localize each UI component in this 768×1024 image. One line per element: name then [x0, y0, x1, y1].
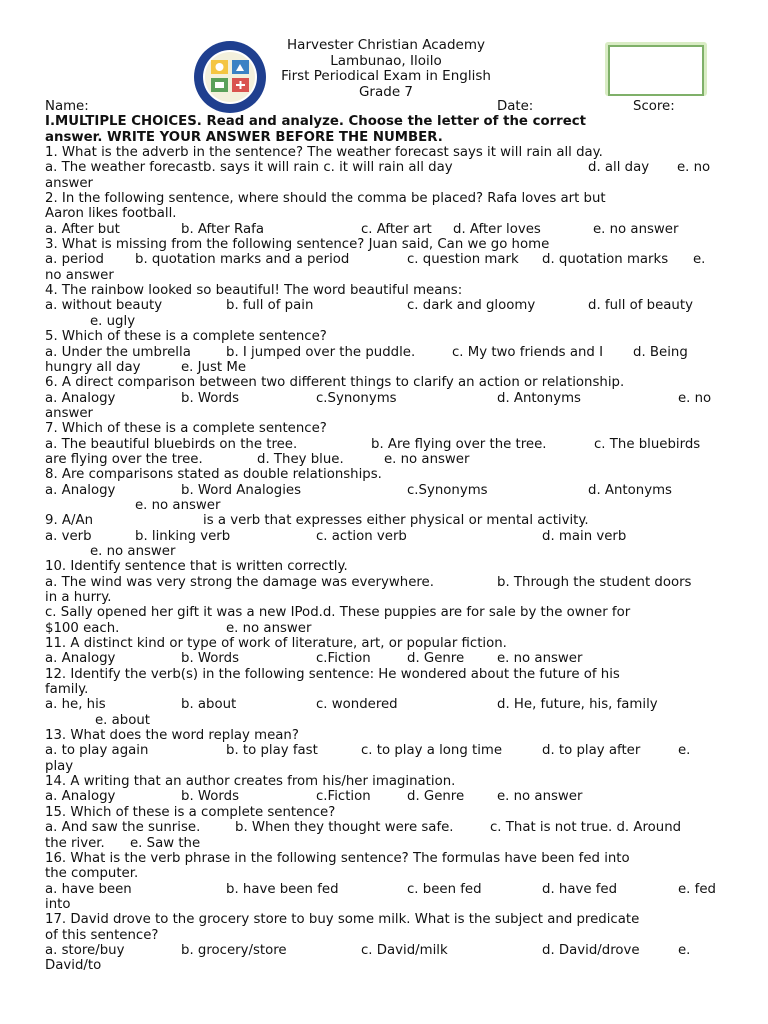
exam-line-text: a. After but [45, 221, 120, 237]
instructions-text-1: I.MULTIPLE CHOICES. Read and analyze. Choose the letter of the correct [45, 114, 586, 130]
exam-line-text: e. [693, 252, 706, 268]
exam-line-text: e. no [678, 390, 712, 406]
exam-line-text: c.Fiction [316, 651, 371, 667]
exam-line-text: a. to play again [45, 743, 149, 759]
exam-line-text: d. to play after [542, 743, 641, 759]
exam-line [45, 421, 725, 436]
exam-line [45, 958, 725, 973]
exam-line [45, 160, 725, 175]
exam-line [45, 375, 725, 390]
exam-body [45, 99, 725, 974]
exam-line-text: e. fed [678, 881, 716, 897]
exam-line [45, 651, 725, 666]
question-list [45, 145, 725, 974]
exam-line [45, 575, 725, 590]
exam-line-text: 2. In the following sentence, where should the comma be placed? Rafa loves art but [45, 191, 606, 207]
exam-line [45, 437, 725, 452]
instructions-line-2 [45, 130, 725, 145]
exam-line-text: d. main verb [542, 528, 627, 544]
exam-line-text: b. Word Analogies [181, 482, 302, 498]
exam-line [45, 928, 725, 943]
exam-line-text: d. Genre [407, 789, 465, 805]
exam-line-text: 4. The rainbow looked so beautiful! The word beautiful means: [45, 283, 463, 299]
school-location: Lambunao, Iloilo [330, 52, 442, 69]
exam-line-text: e. [678, 743, 691, 759]
exam-line-text: a. And saw the sunrise. [45, 820, 201, 836]
exam-line-text: b. full of pain [226, 298, 314, 314]
exam-line-text: c. dark and gloomy [407, 298, 536, 314]
exam-line [45, 912, 725, 927]
exam-line-text: the river. [45, 835, 105, 851]
exam-line-text: e. no answer [497, 651, 583, 667]
exam-line-text: d. After loves [453, 221, 541, 237]
exam-line-text: answer [45, 175, 94, 191]
exam-line [45, 329, 725, 344]
exam-line-text: b. Words [181, 651, 239, 667]
exam-line-text: c. After art [361, 221, 432, 237]
instructions-line-1 [45, 114, 725, 129]
exam-line-text: 13. What does the word replay mean? [45, 728, 299, 744]
exam-line [45, 191, 725, 206]
exam-line [45, 789, 725, 804]
exam-line [45, 774, 725, 789]
exam-line-text: b. Through the student doors [497, 574, 692, 590]
exam-line-text: family. [45, 682, 89, 698]
exam-line [45, 667, 725, 682]
exam-line-text: b. When they thought were safe. [235, 820, 454, 836]
school-name: Harvester Christian Academy [287, 37, 485, 53]
exam-line-text: 17. David drove to the grocery store to buy some milk. What is the subject and predicate [45, 912, 640, 928]
exam-line-text: a. period [45, 252, 104, 268]
exam-line [45, 176, 725, 191]
exam-line-text: d. Antonyms [588, 482, 672, 498]
exam-line [45, 728, 725, 743]
exam-line-text: play [45, 758, 74, 774]
exam-line-text: 15. Which of these is a complete sentence? [45, 804, 336, 820]
exam-line-text: e. no answer [384, 451, 470, 467]
exam-line-text: d. Genre [407, 651, 465, 667]
exam-line-text: b. to play fast [226, 743, 318, 759]
exam-line-text: a. he, his [45, 697, 106, 713]
exam-line-text: 5. Which of these is a complete sentence? [45, 329, 327, 345]
exam-header [0, 38, 768, 100]
exam-line-text: e. ugly [90, 313, 136, 329]
exam-line-text: d. full of beauty [588, 298, 693, 314]
exam-line-text: 11. A distinct kind or type of work of literature, art, or popular fiction. [45, 636, 507, 652]
exam-line-text: a. The weather forecastb. says it will rain c. it will rain all day [45, 160, 453, 176]
exam-line-text: d. all day [588, 160, 650, 176]
exam-line-text: b. about [181, 697, 237, 713]
exam-line [45, 483, 725, 498]
exam-line-text: c. question mark [407, 252, 519, 268]
exam-line-text: e. no answer [593, 221, 679, 237]
exam-line-text: of this sentence? [45, 927, 159, 943]
exam-line [45, 851, 725, 866]
exam-line-text: 1. What is the adverb in the sentence? The weather forecast says it will rain all day. [45, 145, 603, 161]
exam-line [45, 882, 725, 897]
exam-line-text: in a hurry. [45, 590, 112, 605]
exam-line [45, 605, 725, 620]
exam-line [45, 621, 725, 636]
exam-line [45, 820, 725, 835]
exam-line [45, 391, 725, 406]
exam-line [45, 513, 725, 528]
exam-line-text: c. action verb [316, 528, 407, 544]
exam-title: First Periodical Exam in English [281, 68, 491, 84]
exam-line-text: e. no [677, 160, 711, 176]
exam-line-text: 16. What is the verb phrase in the following sentence? The formulas have been fed into [45, 850, 630, 866]
exam-line-text: David/to [45, 958, 102, 974]
exam-line-text: a. verb [45, 528, 92, 544]
exam-line [45, 452, 725, 467]
exam-line [45, 345, 725, 360]
exam-line-text: hungry all day [45, 359, 141, 375]
exam-line [45, 298, 725, 313]
exam-line [45, 268, 725, 283]
student-info-row [45, 99, 725, 114]
exam-line-text: 7. Which of these is a complete sentence? [45, 421, 327, 437]
exam-line-text: 3. What is missing from the following sentence? Juan said, Can we go home [45, 237, 550, 253]
exam-line-text: b. Are flying over the tree. [371, 436, 547, 452]
exam-line-text: c. wondered [316, 697, 398, 713]
score-box [605, 42, 707, 96]
exam-line [45, 836, 725, 851]
exam-line-text: a. Analogy [45, 789, 116, 805]
exam-line [45, 406, 725, 421]
exam-line-text: c.Synonyms [316, 390, 397, 406]
exam-line-text: b. have been fed [226, 881, 339, 897]
exam-line-text: d. They blue. [257, 451, 344, 467]
exam-line-text: a. Analogy [45, 482, 116, 498]
exam-line [45, 237, 725, 252]
exam-line [45, 636, 725, 651]
exam-line [45, 682, 725, 697]
exam-line [45, 743, 725, 758]
exam-line-text: d. quotation marks [542, 252, 669, 268]
exam-line-text: b. After Rafa [181, 221, 264, 237]
score-box-inner [608, 45, 704, 96]
exam-line-text: no answer [45, 267, 114, 283]
exam-line-text: a. The beautiful bluebirds on the tree. [45, 436, 298, 452]
exam-line [45, 759, 725, 774]
exam-line [45, 206, 725, 221]
name-label: Name: [45, 99, 89, 114]
exam-line-text: 9. A/An [45, 513, 94, 529]
exam-line-text: c. been fed [407, 881, 482, 897]
exam-line-text: c. My two friends and I [452, 344, 603, 360]
exam-line-text: b. linking verb [135, 528, 231, 544]
exam-line-text: d. Antonyms [497, 390, 581, 406]
exam-line-text: d. David/drove [542, 942, 640, 958]
exam-line [45, 897, 725, 912]
exam-line-text: d. He, future, his, family [497, 697, 658, 713]
exam-line [45, 467, 725, 482]
exam-line-text: e. about [95, 712, 150, 728]
exam-line-text: e. Just Me [181, 359, 247, 375]
exam-line-text: c. That is not true. d. Around [490, 820, 682, 836]
exam-line [45, 222, 725, 237]
exam-line-text: c. David/milk [361, 942, 448, 958]
exam-line-text: c.Synonyms [407, 482, 488, 498]
score-label: Score: [633, 99, 675, 114]
exam-line-text: Aaron likes football. [45, 206, 177, 222]
exam-line-text: c. to play a long time [361, 743, 503, 759]
exam-line-text: c.Fiction [316, 789, 371, 805]
exam-line [45, 697, 725, 712]
exam-line-text: 8. Are comparisons stated as double relationships. [45, 467, 382, 483]
exam-line-text: is a verb that expresses either physical or mental activity. [203, 513, 589, 529]
exam-line-text: d. have fed [542, 881, 618, 897]
exam-line-text: e. Saw the [130, 835, 201, 851]
exam-line [45, 252, 725, 267]
exam-line-text: 14. A writing that an author creates from his/her imagination. [45, 774, 456, 790]
exam-line-text: a. The wind was very strong the damage was everywhere. [45, 574, 434, 590]
exam-line-text: into [45, 896, 71, 912]
exam-line-text: c. The bluebirds [594, 436, 701, 452]
exam-line [45, 866, 725, 881]
instructions-text-2: answer. WRITE YOUR ANSWER BEFORE THE NUMBER. [45, 129, 443, 145]
exam-line-text: b. I jumped over the puddle. [226, 344, 416, 360]
exam-line-text: e. no answer [90, 543, 176, 559]
exam-line-text: 6. A direct comparison between two different things to clarify an action or relationship. [45, 375, 625, 391]
exam-line [45, 529, 725, 544]
exam-line-text: b. Words [181, 789, 239, 805]
exam-line-text: c. Sally opened her gift it was a new IPod.d. These puppies are for sale by the owner for [45, 605, 631, 621]
exam-line-text: answer [45, 405, 94, 421]
exam-line-text: b. grocery/store [181, 942, 287, 958]
school-heading [268, 38, 504, 100]
exam-line-text: e. no answer [135, 497, 221, 513]
exam-line [45, 805, 725, 820]
exam-line [45, 559, 725, 574]
exam-line-text: b. quotation marks and a period [135, 252, 350, 268]
exam-line [45, 544, 725, 559]
exam-line [45, 145, 725, 160]
exam-line-text: the computer. [45, 866, 139, 882]
exam-line-text: d. Being [633, 344, 688, 360]
exam-line-text: e. [678, 942, 691, 958]
grade-level: Grade 7 [358, 83, 414, 100]
exam-line-text: 12. Identify the verb(s) in the following sentence: He wondered about the future of his [45, 666, 620, 682]
exam-line-text: e. no answer [226, 620, 312, 636]
exam-line-text: $100 each. [45, 620, 120, 636]
exam-line [45, 590, 725, 605]
exam-line-text: e. no answer [497, 789, 583, 805]
exam-line [45, 943, 725, 958]
exam-line [45, 360, 725, 375]
exam-line-text: a. without beauty [45, 298, 163, 314]
exam-line-text: b. Words [181, 390, 239, 406]
exam-line [45, 713, 725, 728]
exam-line-text: a. store/buy [45, 942, 125, 958]
date-label: Date: [497, 99, 534, 114]
exam-line-text: a. Analogy [45, 390, 116, 406]
exam-line [45, 314, 725, 329]
exam-line-text: 10. Identify sentence that is written correctly. [45, 559, 348, 575]
exam-line-text: are flying over the tree. [45, 451, 203, 467]
exam-line-text: a. Analogy [45, 651, 116, 667]
exam-line-text: a. have been [45, 881, 132, 897]
exam-line [45, 283, 725, 298]
exam-line-text: a. Under the umbrella [45, 344, 191, 360]
exam-line [45, 498, 725, 513]
